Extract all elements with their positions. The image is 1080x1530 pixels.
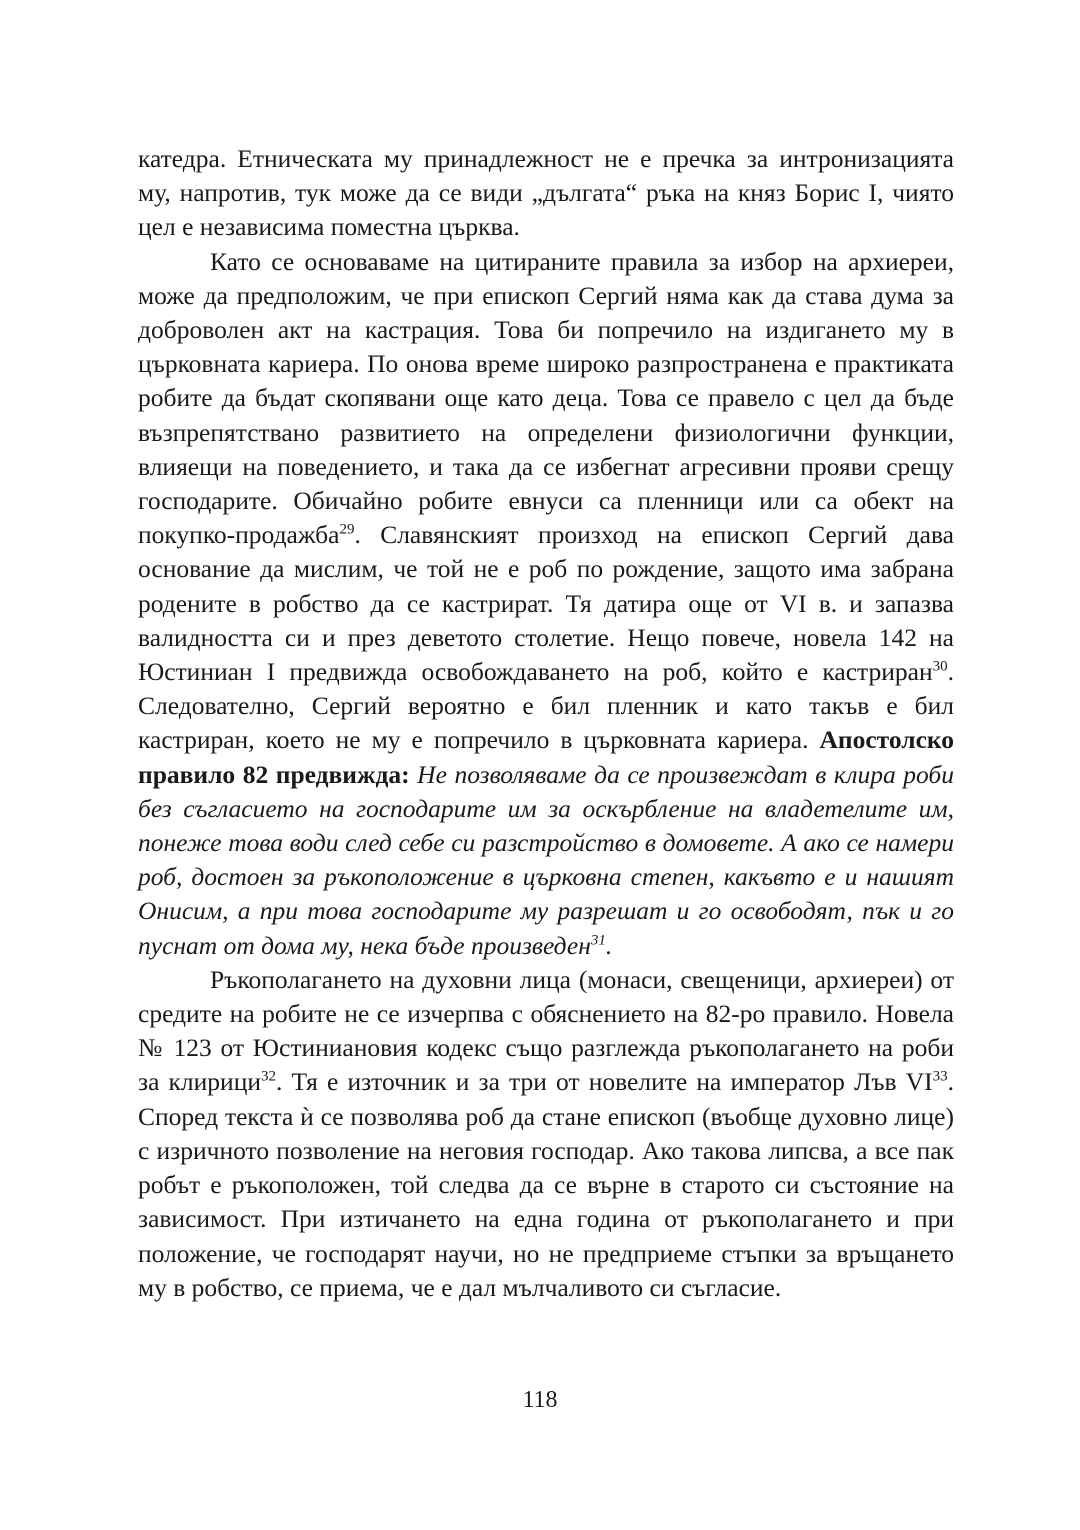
paragraph-2 bbox=[138, 245, 954, 963]
footnote-ref-29: 29 bbox=[339, 521, 355, 538]
page-body bbox=[138, 142, 954, 1305]
paragraph-2-text-1: Като се основаваме на цитираните правила за избор на архиереи, може да предположим, че при епископ Сергий няма как да става дума за доброволен акт на кастрация. Това би попречило на издигането му в църковната кариера. По онова време широко разпространена е практиката робите да бъдат скопявани още като деца. Това се правело с цел да бъде възпрепятствано развитието на определени физиологични функции, влияещи на поведението, и така да се избегнат агресивни прояви срещу господарите. Обичайно робите евнуси са пленници или са обект на покупко-продажба bbox=[138, 246, 954, 550]
paragraph-3 bbox=[138, 963, 954, 1305]
footnote-ref-30: 30 bbox=[932, 658, 948, 675]
paragraph-3-text-1: Ръкополагането на духовни лица (монаси, свещеници, архиереи) от средите на робите не се изчерпва с обяснението на 82-ро правило. Новела № 123 от Юстиниановия кодекс също разглежда ръкополагането на роби за клирици bbox=[138, 964, 954, 1097]
paragraph-1 bbox=[138, 142, 954, 245]
apostolic-rule-heading: Апостолско правило 82 предвижда: bbox=[138, 725, 954, 789]
apostolic-rule-quote: Не позволяваме да се произвеждат в клира роби без съгласието на господарите им за оскърбление на владетелите им, понеже това води след себе си разстройство в домовете. А ако се намери роб, достоен за ръкоположение в църковна степен, какъвто е и нашият Онисим, а при това господарите му разрешат и го освободят, пък и го пуснат от дома му, нека бъде произведен bbox=[138, 759, 954, 960]
paragraph-2-text-3: . Следователно, Сергий вероятно е бил пленник и като такъв е бил кастриран, което не му е попречило в църковната кариера. bbox=[138, 657, 954, 755]
footnote-ref-32: 32 bbox=[261, 1068, 276, 1085]
paragraph-1-text: катедра. Етническата му принадлежност не е пречка за интронизацията му, напротив, тук може да се види „дългата“ ръка на княз Борис I, чиято цел е независима поместна църква. bbox=[138, 144, 954, 242]
footnote-ref-31: 31 bbox=[590, 932, 606, 949]
footnote-ref-33: 33 bbox=[932, 1068, 948, 1085]
page-number: 118 bbox=[522, 1387, 558, 1413]
paragraph-2-text-2: . Славянският произход на епископ Сергий дава основание да мислим, че той не е роб по рождение, защото има забрана родените в робство да се кастрират. Тя датира още от VI в. и запазва валидността си и през деветото столетие. Нещо повече, новела 142 на Юстиниан I предвижда освобождаването на роб, който е кастриран bbox=[138, 520, 954, 687]
quote-end: . bbox=[605, 930, 613, 960]
paragraph-3-text-2: . Тя е източник и за три от новелите на император Лъв VI bbox=[276, 1067, 933, 1097]
paragraph-3-text-3: . Според текста ѝ се позволява роб да стане епископ (въобще духовно лице) с изричното позволение на неговия господар. Ако такова липсва, а все пак робът е ръкоположен, той следва да се върне в старото си състояние на зависимост. При изтичането на една година от ръкополагането и при положение, че господарят научи, но не предприеме стъпки за връщането му в робство, се приема, че е дал мълчаливото си съгласие. bbox=[138, 1067, 954, 1302]
